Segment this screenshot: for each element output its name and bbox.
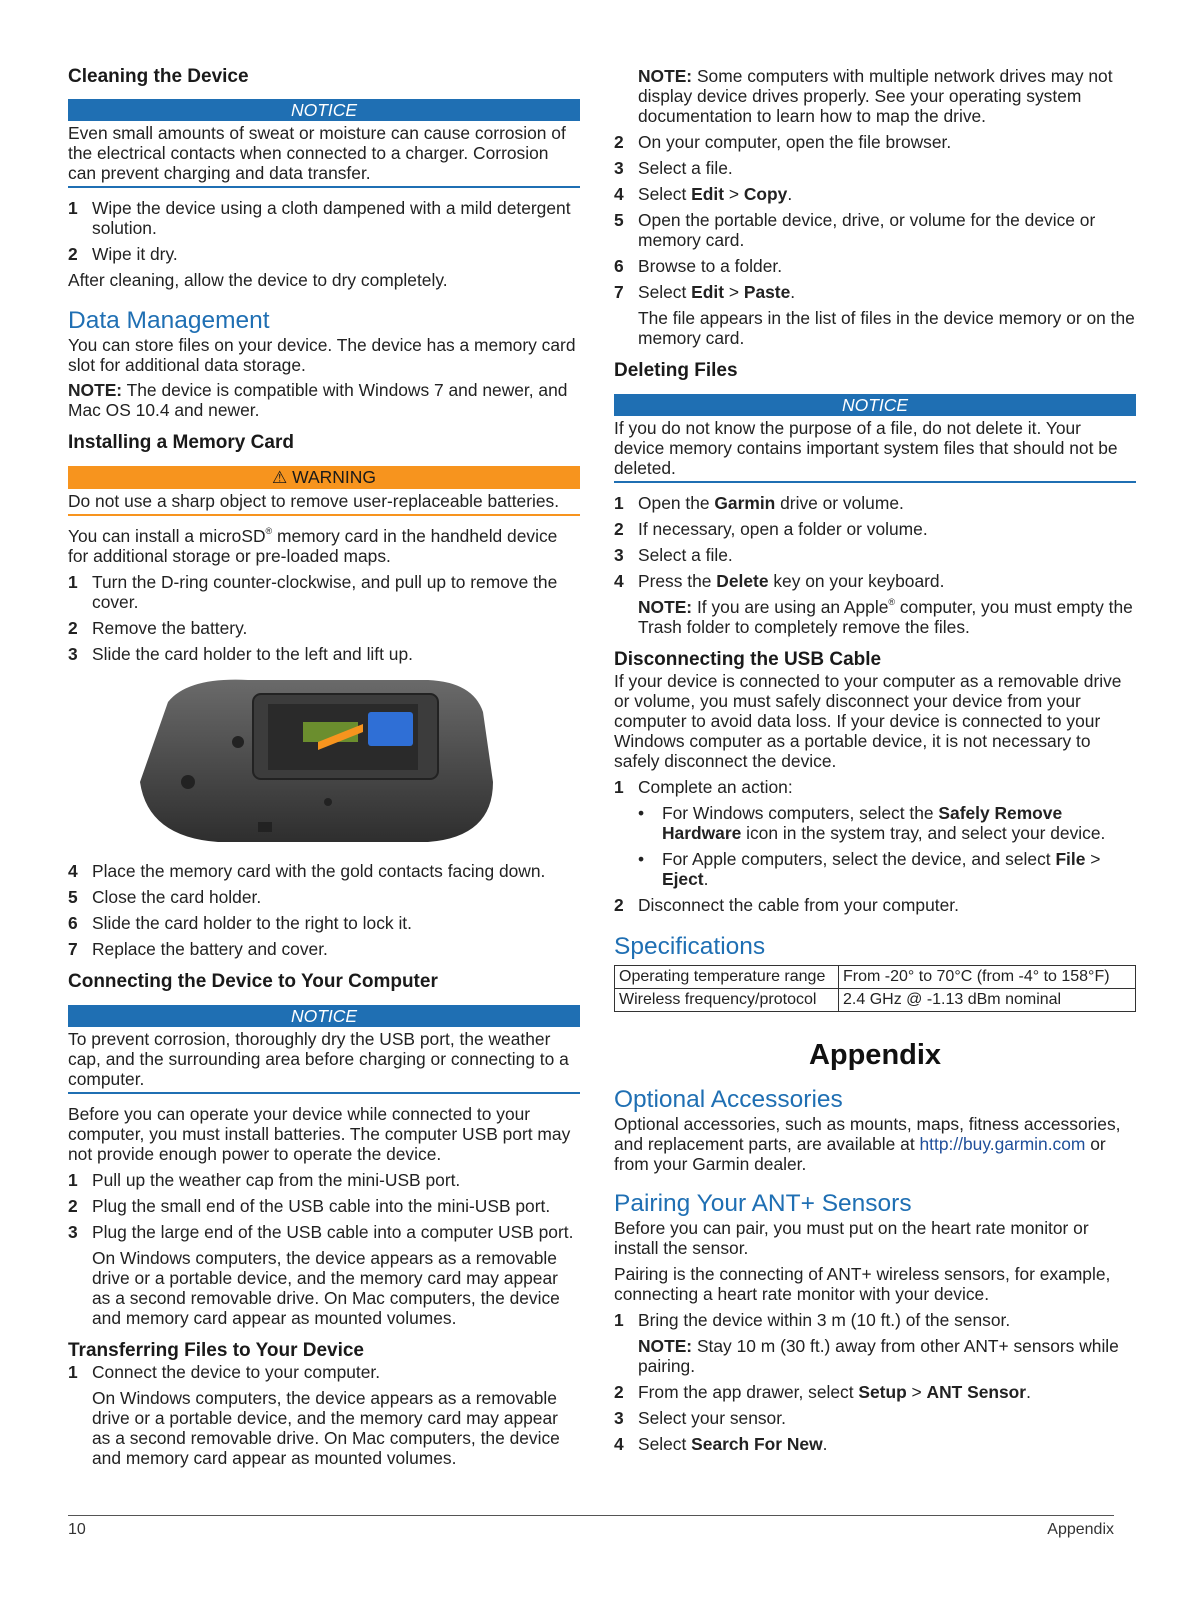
pairing-note: NOTE: Stay 10 m (30 ft.) away from other ANT+ sensors while pairing. <box>638 1336 1119 1376</box>
list-item: 4 Select Search For New. <box>614 1434 828 1454</box>
table-cell: 2.4 GHz @ -1.13 dBm nominal <box>839 989 1136 1012</box>
table-row <box>615 966 1136 989</box>
list-item: 4 Press the Delete key on your keyboard. <box>614 571 945 591</box>
page-number: 10 <box>68 1521 86 1538</box>
transferring-substep: On Windows computers, the device appears as a removable drive or a portable device, and the memory card may appear as a second removable drive. On Mac computers, the device and memory card appear as mounted volumes. <box>92 1388 560 1468</box>
transfer-result: The file appears in the list of files in the device memory or on the memory card. <box>638 308 1135 348</box>
data-management-title: Data Management <box>68 307 270 334</box>
garmin-link[interactable]: http://buy.garmin.com <box>919 1134 1086 1154</box>
install-intro: You can install a microSD® memory card in the handheld device for additional storage or pre-loaded maps. <box>68 526 558 566</box>
deleting-notice: If you do not know the purpose of a file, do not delete it. Your device memory contains important system files that should not be deleted. <box>614 416 1136 483</box>
list-item: 2 If necessary, open a folder or volume. <box>614 519 928 539</box>
list-item: 1 Complete an action: <box>614 777 793 797</box>
list-item: 5 Open the portable device, drive, or volume for the device or memory card. <box>614 210 1096 250</box>
transfer-note: NOTE: Some computers with multiple network drives may not display device drives properly. See your operating system documentation to learn how to map the drive. <box>638 66 1113 126</box>
cleaning-title: Cleaning the Device <box>68 66 249 87</box>
list-item: 1 Wipe the device using a cloth dampened with a mild detergent solution. <box>68 198 571 238</box>
disconnect-title: Disconnecting the USB Cable <box>614 649 882 670</box>
list-item: 7 Select Edit > Paste. <box>614 282 796 302</box>
list-item: 1 Connect the device to your computer. <box>68 1362 381 1382</box>
list-item: 6 Slide the card holder to the right to lock it. <box>68 913 412 933</box>
pairing-text-1: Before you can pair, you must put on the heart rate monitor or install the sensor. <box>614 1218 1089 1258</box>
pairing-title: Pairing Your ANT+ Sensors <box>614 1190 912 1217</box>
specifications-title: Specifications <box>614 933 766 960</box>
warning-text: Do not use a sharp object to remove user-replaceable batteries. <box>68 489 580 516</box>
table-cell: Wireless frequency/protocol <box>615 989 839 1012</box>
list-item: 1 Turn the D-ring counter-clockwise, and pull up to remove the cover. <box>68 572 558 612</box>
pairing-text-2: Pairing is the connecting of ANT+ wireless sensors, for example, connecting a heart rate monitor with your device. <box>614 1264 1111 1304</box>
list-item: 3 Select a file. <box>614 545 733 565</box>
table-cell: From -20° to 70°C (from -4° to 158°F) <box>839 966 1136 989</box>
appendix-title: Appendix <box>808 1039 942 1071</box>
notice-bar: NOTICE <box>68 99 580 121</box>
list-item: 3 Select a file. <box>614 158 733 178</box>
connecting-intro: Before you can operate your device while connected to your computer, you must install batteries. The computer USB port may not provide enough power to operate the device. <box>68 1104 571 1164</box>
table-row <box>615 989 1136 1012</box>
list-item: 3 Plug the large end of the USB cable into a computer USB port. <box>68 1222 574 1242</box>
list-item: 5 Close the card holder. <box>68 887 262 907</box>
list-item: 1 Pull up the weather cap from the mini-USB port. <box>68 1170 461 1190</box>
transferring-title: Transferring Files to Your Device <box>68 1340 365 1361</box>
list-item: 6 Browse to a folder. <box>614 256 783 276</box>
data-management-note: NOTE: The device is compatible with Windows 7 and newer, and Mac OS 10.4 and newer. <box>68 380 568 420</box>
device-memory-card-image <box>128 672 508 847</box>
list-item: 2 Wipe it dry. <box>68 244 178 264</box>
list-item: 2 From the app drawer, select Setup > ANT Sensor. <box>614 1382 1031 1402</box>
list-item: 1 Open the Garmin drive or volume. <box>614 493 904 513</box>
specifications-table <box>614 965 1136 1012</box>
bullet-item: • For Apple computers, select the device, and select File > Eject. <box>638 849 1101 889</box>
list-item: 4 Select Edit > Copy. <box>614 184 793 204</box>
data-management-text: You can store files on your device. The device has a memory card slot for additional data storage. <box>68 335 576 375</box>
footer-divider <box>68 1515 1114 1516</box>
connecting-title: Connecting the Device to Your Computer <box>68 971 438 992</box>
list-item: 3 Select your sensor. <box>614 1408 786 1428</box>
left-column <box>68 66 580 1468</box>
cleaning-notice: Even small amounts of sweat or moisture can cause corrosion of the electrical contacts when connected to a charger. Corrosion can prevent charging and data transfer. <box>68 121 580 188</box>
deleting-title: Deleting Files <box>614 360 738 381</box>
list-item: 1 Bring the device within 3 m (10 ft.) of the sensor. <box>614 1310 1011 1330</box>
list-item: 2 On your computer, open the file browser. <box>614 132 952 152</box>
list-item: 2 Plug the small end of the USB cable into the mini-USB port. <box>68 1196 551 1216</box>
accessories-text: Optional accessories, such as mounts, maps, fitness accessories, and replacement parts, are available at http://buy.garmin.com or from your Garmin dealer. <box>614 1114 1121 1174</box>
bullet-item: • For Windows computers, select the Safely Remove Hardware icon in the system tray, and select your device. <box>638 803 1106 843</box>
footer-section-name: Appendix <box>1047 1521 1114 1538</box>
connecting-notice: To prevent corrosion, thoroughly dry the USB port, the weather cap, and the surrounding area before charging or connecting to a computer. <box>68 1027 580 1094</box>
table-cell: Operating temperature range <box>615 966 839 989</box>
connecting-substep: On Windows computers, the device appears as a removable drive or a portable device, and the memory card may appear as a second removable drive. On Mac computers, the device and memory card appear as mounted volumes. <box>92 1248 560 1328</box>
cleaning-after: After cleaning, allow the device to dry completely. <box>68 270 448 290</box>
list-item: 3 Slide the card holder to the left and lift up. <box>68 644 413 664</box>
warning-triangle-icon: ⚠ <box>271 468 288 487</box>
notice-bar: NOTICE <box>614 394 1136 416</box>
list-item: 2 Disconnect the cable from your computer. <box>614 895 959 915</box>
installing-title: Installing a Memory Card <box>68 432 294 453</box>
notice-bar: NOTICE <box>68 1005 580 1027</box>
accessories-title: Optional Accessories <box>614 1086 843 1113</box>
right-column <box>614 66 1136 1454</box>
warning-bar: ⚠ WARNING <box>68 466 580 489</box>
list-item: 4 Place the memory card with the gold contacts facing down. <box>68 861 546 881</box>
disconnect-text: If your device is connected to your computer as a removable drive or volume, you must safely disconnect your device from your computer to avoid data loss. If your device is connected to your Windows computer as a portable device, it is not necessary to safely disconnect the device. <box>614 671 1122 771</box>
list-item: 2 Remove the battery. <box>68 618 248 638</box>
delete-note: NOTE: If you are using an Apple® computer, you must empty the Trash folder to completely remove the files. <box>638 597 1133 637</box>
list-item: 7 Replace the battery and cover. <box>68 939 328 959</box>
